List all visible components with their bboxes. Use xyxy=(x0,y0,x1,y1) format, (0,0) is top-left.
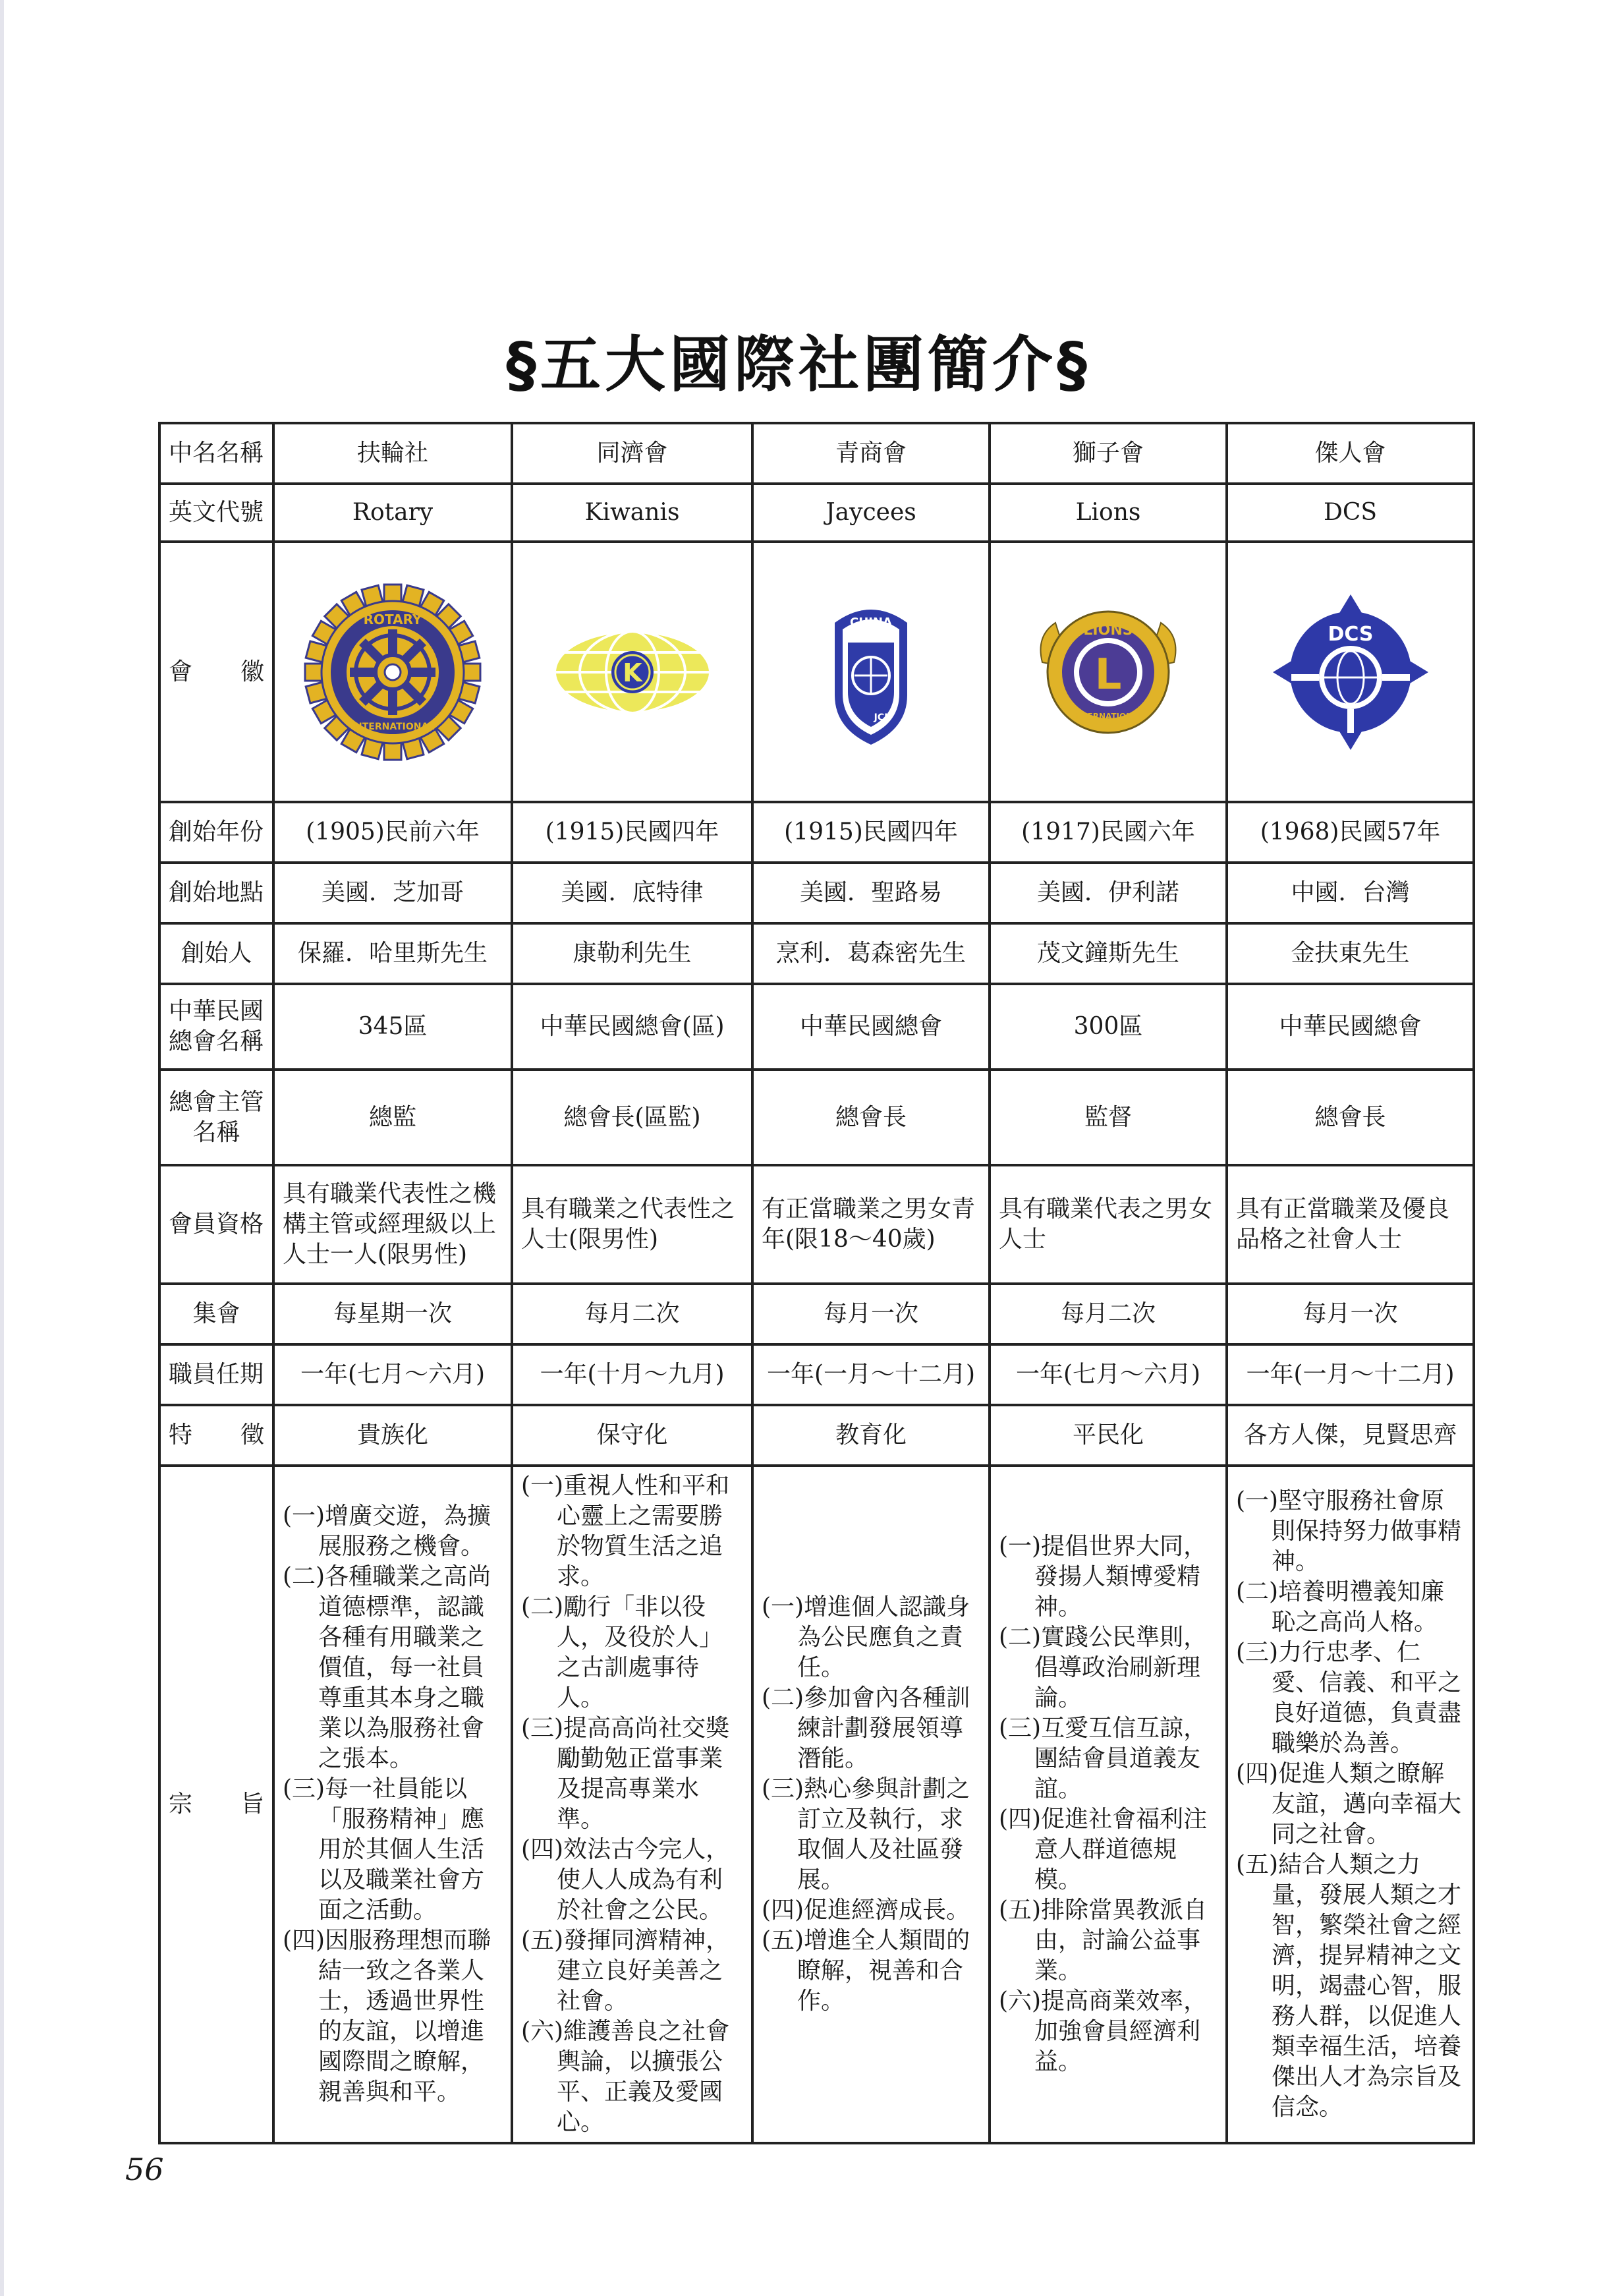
purpose-item: (五)增進全人類間的瞭解，視善和合作。 xyxy=(762,1927,970,2015)
club-purpose xyxy=(512,1466,752,2143)
club-membership: 具有職業之代表性之人士(限男性) xyxy=(512,1165,752,1284)
dcs-emblem-text: DCS xyxy=(1327,622,1374,646)
purpose-item: (三)互愛互信互諒，團結會員道義友誼。 xyxy=(999,1715,1208,1802)
label-meeting: 集會 xyxy=(159,1284,273,1344)
club-founded-year: (1915)民國四年 xyxy=(752,802,990,863)
purpose-item: (五)發揮同濟精神，建立良好美善之社會。 xyxy=(521,1927,730,2015)
club-feature: 教育化 xyxy=(752,1405,990,1466)
club-english-code: Jaycees xyxy=(752,484,990,542)
club-founder: 茂文鐘斯先生 xyxy=(990,923,1227,984)
club-meeting: 每月二次 xyxy=(990,1284,1227,1344)
club-name: 扶輪社 xyxy=(273,423,512,484)
club-founded-place: 美國．伊利諾 xyxy=(990,863,1227,923)
lions-emblem-letter: L xyxy=(1094,650,1122,699)
jaycees-emblem-cell xyxy=(752,542,990,802)
label-founded-year: 創始年份 xyxy=(159,802,273,863)
lions-emblem-icon xyxy=(1029,596,1187,748)
club-english-code: DCS xyxy=(1227,484,1474,542)
club-name: 傑人會 xyxy=(1227,423,1474,484)
club-membership: 具有職業代表性之機構主管或經理級以上人士一人(限男性) xyxy=(273,1165,512,1284)
club-founder: 金扶東先生 xyxy=(1227,923,1474,984)
lions-emblem-text-bottom: INTERNATIONAL xyxy=(1072,711,1144,721)
lions-emblem-text-top: LIONS xyxy=(1083,621,1133,639)
kiwanis-emblem-letter: K xyxy=(622,658,642,687)
club-roc-council: 中華民國總會(區) xyxy=(512,984,752,1070)
club-feature: 各方人傑，見賢思齊 xyxy=(1227,1405,1474,1466)
purpose-item: (五)排除當異教派自由，討論公益事業。 xyxy=(999,1897,1208,1984)
club-founded-year: (1968)民國57年 xyxy=(1227,802,1474,863)
label-chinese-name: 中名名稱 xyxy=(159,423,273,484)
row-chinese-name xyxy=(159,423,1474,484)
purpose-item: (三)熱心參與計劃之訂立及執行，求取個人及社區發展。 xyxy=(762,1775,970,1893)
club-name: 青商會 xyxy=(752,423,990,484)
label-purpose: 宗 旨 xyxy=(159,1466,273,2143)
club-founded-place: 美國．芝加哥 xyxy=(273,863,512,923)
purpose-item: (四)促進人類之瞭解友誼，邁向幸福大同之社會。 xyxy=(1236,1760,1462,1848)
club-purpose xyxy=(990,1466,1227,2143)
club-name: 獅子會 xyxy=(990,423,1227,484)
purpose-item: (三)提高高尚社交獎勵勤勉正當事業及提高專業水準。 xyxy=(521,1715,730,1833)
row-roc-council xyxy=(159,984,1474,1070)
club-term: 一年(七月～六月) xyxy=(990,1344,1227,1405)
purpose-item: (六)維護善良之社會輿論，以擴張公平、正義及愛國心。 xyxy=(521,2018,730,2136)
row-emblem xyxy=(159,542,1474,802)
club-council-head: 總會長 xyxy=(752,1070,990,1165)
club-meeting: 每月二次 xyxy=(512,1284,752,1344)
club-meeting: 每星期一次 xyxy=(273,1284,512,1344)
jaycees-shield-icon xyxy=(828,596,914,748)
row-meeting xyxy=(159,1284,1474,1344)
purpose-item: (五)結合人類之力量，發展人類之才智，繁榮社會之經濟，提昇精神之文明，竭盡心智，服務人群，以促進人類幸福生活，培養傑出人才為宗旨及信念。 xyxy=(1236,1851,1462,2121)
club-founded-year: (1915)民國四年 xyxy=(512,802,752,863)
club-founder: 烹利．葛森密先生 xyxy=(752,923,990,984)
club-english-code: Kiwanis xyxy=(512,484,752,542)
row-feature xyxy=(159,1405,1474,1466)
label-council-head: 總會主管名稱 xyxy=(159,1070,273,1165)
label-term: 職員任期 xyxy=(159,1344,273,1405)
row-founder xyxy=(159,923,1474,984)
dcs-emblem-icon xyxy=(1272,593,1430,751)
label-founder: 創始人 xyxy=(159,923,273,984)
page-number: 56 xyxy=(125,2152,164,2187)
club-founded-year: (1917)民國六年 xyxy=(990,802,1227,863)
club-term: 一年(七月～六月) xyxy=(273,1344,512,1405)
purpose-item: (二)各種職業之高尚道德標準，認識各種有用職業之價值，每一社員尊重其本身之職業以為服務社會之張本。 xyxy=(283,1563,491,1772)
rotary-emblem-text-top: ROTARY xyxy=(363,611,422,627)
club-term: 一年(一月～十二月) xyxy=(1227,1344,1474,1405)
jaycees-emblem-text-top: CHINA xyxy=(850,615,892,629)
club-membership: 具有職業代表之男女人士 xyxy=(990,1165,1227,1284)
club-membership: 有正當職業之男女青年(限18～40歲) xyxy=(752,1165,990,1284)
kiwanis-globe-icon xyxy=(550,626,715,718)
club-feature: 貴族化 xyxy=(273,1405,512,1466)
label-feature: 特 徵 xyxy=(159,1405,273,1466)
club-meeting: 每月一次 xyxy=(752,1284,990,1344)
club-purpose xyxy=(1227,1466,1474,2143)
club-founded-place: 中國．台灣 xyxy=(1227,863,1474,923)
purpose-item: (一)堅守服務社會原則保持努力做事精神。 xyxy=(1236,1487,1462,1575)
club-meeting: 每月一次 xyxy=(1227,1284,1474,1344)
label-membership: 會員資格 xyxy=(159,1165,273,1284)
purpose-item: (一)提倡世界大同，發揚人類博愛精神。 xyxy=(999,1533,1208,1621)
club-council-head: 總會長 xyxy=(1227,1070,1474,1165)
row-founded-place xyxy=(159,863,1474,923)
club-membership: 具有正當職業及優良品格之社會人士 xyxy=(1227,1165,1474,1284)
club-purpose xyxy=(273,1466,512,2143)
lions-emblem-cell xyxy=(990,542,1227,802)
purpose-item: (一)增進個人認識身為公民應負之責任。 xyxy=(762,1593,970,1681)
clubs-table xyxy=(158,422,1475,2144)
row-english-code xyxy=(159,484,1474,542)
club-english-code: Lions xyxy=(990,484,1227,542)
club-founded-year: (1905)民前六年 xyxy=(273,802,512,863)
club-name: 同濟會 xyxy=(512,423,752,484)
row-founded-year xyxy=(159,802,1474,863)
club-feature: 平民化 xyxy=(990,1405,1227,1466)
club-founded-place: 美國．底特律 xyxy=(512,863,752,923)
purpose-item: (一)重視人性和平和心靈上之需要勝於物質生活之追求。 xyxy=(521,1472,730,1590)
club-roc-council: 300區 xyxy=(990,984,1227,1070)
kiwanis-emblem-cell xyxy=(512,542,752,802)
club-council-head: 總監 xyxy=(273,1070,512,1165)
club-roc-council: 中華民國總會 xyxy=(1227,984,1474,1070)
purpose-item: (四)促進經濟成長。 xyxy=(762,1897,970,1924)
club-term: 一年(一月～十二月) xyxy=(752,1344,990,1405)
club-roc-council: 中華民國總會 xyxy=(752,984,990,1070)
row-term xyxy=(159,1344,1474,1405)
label-founded-place: 創始地點 xyxy=(159,863,273,923)
label-roc-council: 中華民國總會名稱 xyxy=(159,984,273,1070)
purpose-item: (二)培養明禮義知廉恥之高尚人格。 xyxy=(1236,1578,1445,1636)
dcs-emblem-cell xyxy=(1227,542,1474,802)
row-membership xyxy=(159,1165,1474,1284)
purpose-item: (三)每一社員能以「服務精神」應用於其個人生活以及職業社會方面之活動。 xyxy=(283,1775,485,1924)
rotary-wheel-icon xyxy=(304,583,482,761)
club-purpose xyxy=(752,1466,990,2143)
label-english-code: 英文代號 xyxy=(159,484,273,542)
purpose-item: (六)提高商業效率，加強會員經濟利益。 xyxy=(999,1988,1208,2075)
row-council-head xyxy=(159,1070,1474,1165)
club-term: 一年(十月～九月) xyxy=(512,1344,752,1405)
club-founder: 保羅．哈里斯先生 xyxy=(273,923,512,984)
club-council-head: 總會長(區監) xyxy=(512,1070,752,1165)
jaycees-emblem-text-bottom: JCI xyxy=(874,712,888,723)
rotary-emblem-cell xyxy=(273,542,512,802)
purpose-item: (四)促進社會福利注意人群道德規模。 xyxy=(999,1806,1208,1893)
page-title: §五大國際社團簡介§ xyxy=(505,330,1091,400)
club-founded-place: 美國．聖路易 xyxy=(752,863,990,923)
purpose-item: (三)力行忠孝、仁愛、信義、和平之良好道德，負責盡職樂於為善。 xyxy=(1236,1639,1462,1757)
purpose-item: (四)因服務理想而聯結一致之各業人士，透過世界性的友誼，以增進國際間之瞭解，親善與和平。 xyxy=(283,1927,491,2106)
club-feature: 保守化 xyxy=(512,1405,752,1466)
purpose-item: (二)實踐公民準則，倡導政治刷新理論。 xyxy=(999,1624,1208,1711)
rotary-emblem-text-bottom: INTERNATIONAL xyxy=(350,721,435,732)
purpose-item: (二)參加會內各種訓練計劃發展領導潛能。 xyxy=(762,1684,970,1772)
club-council-head: 監督 xyxy=(990,1070,1227,1165)
purpose-item: (一)增廣交遊，為擴展服務之機會。 xyxy=(283,1503,491,1560)
label-emblem: 會 徽 xyxy=(159,542,273,802)
purpose-item: (四)效法古今完人，使人人成為有利於社會之公民。 xyxy=(521,1836,730,1924)
row-purpose xyxy=(159,1466,1474,2143)
club-roc-council: 345區 xyxy=(273,984,512,1070)
club-founder: 康勒利先生 xyxy=(512,923,752,984)
purpose-item: (二)勵行「非以役人，及役於人」之古訓處事待人。 xyxy=(521,1593,723,1711)
club-english-code: Rotary xyxy=(273,484,512,542)
